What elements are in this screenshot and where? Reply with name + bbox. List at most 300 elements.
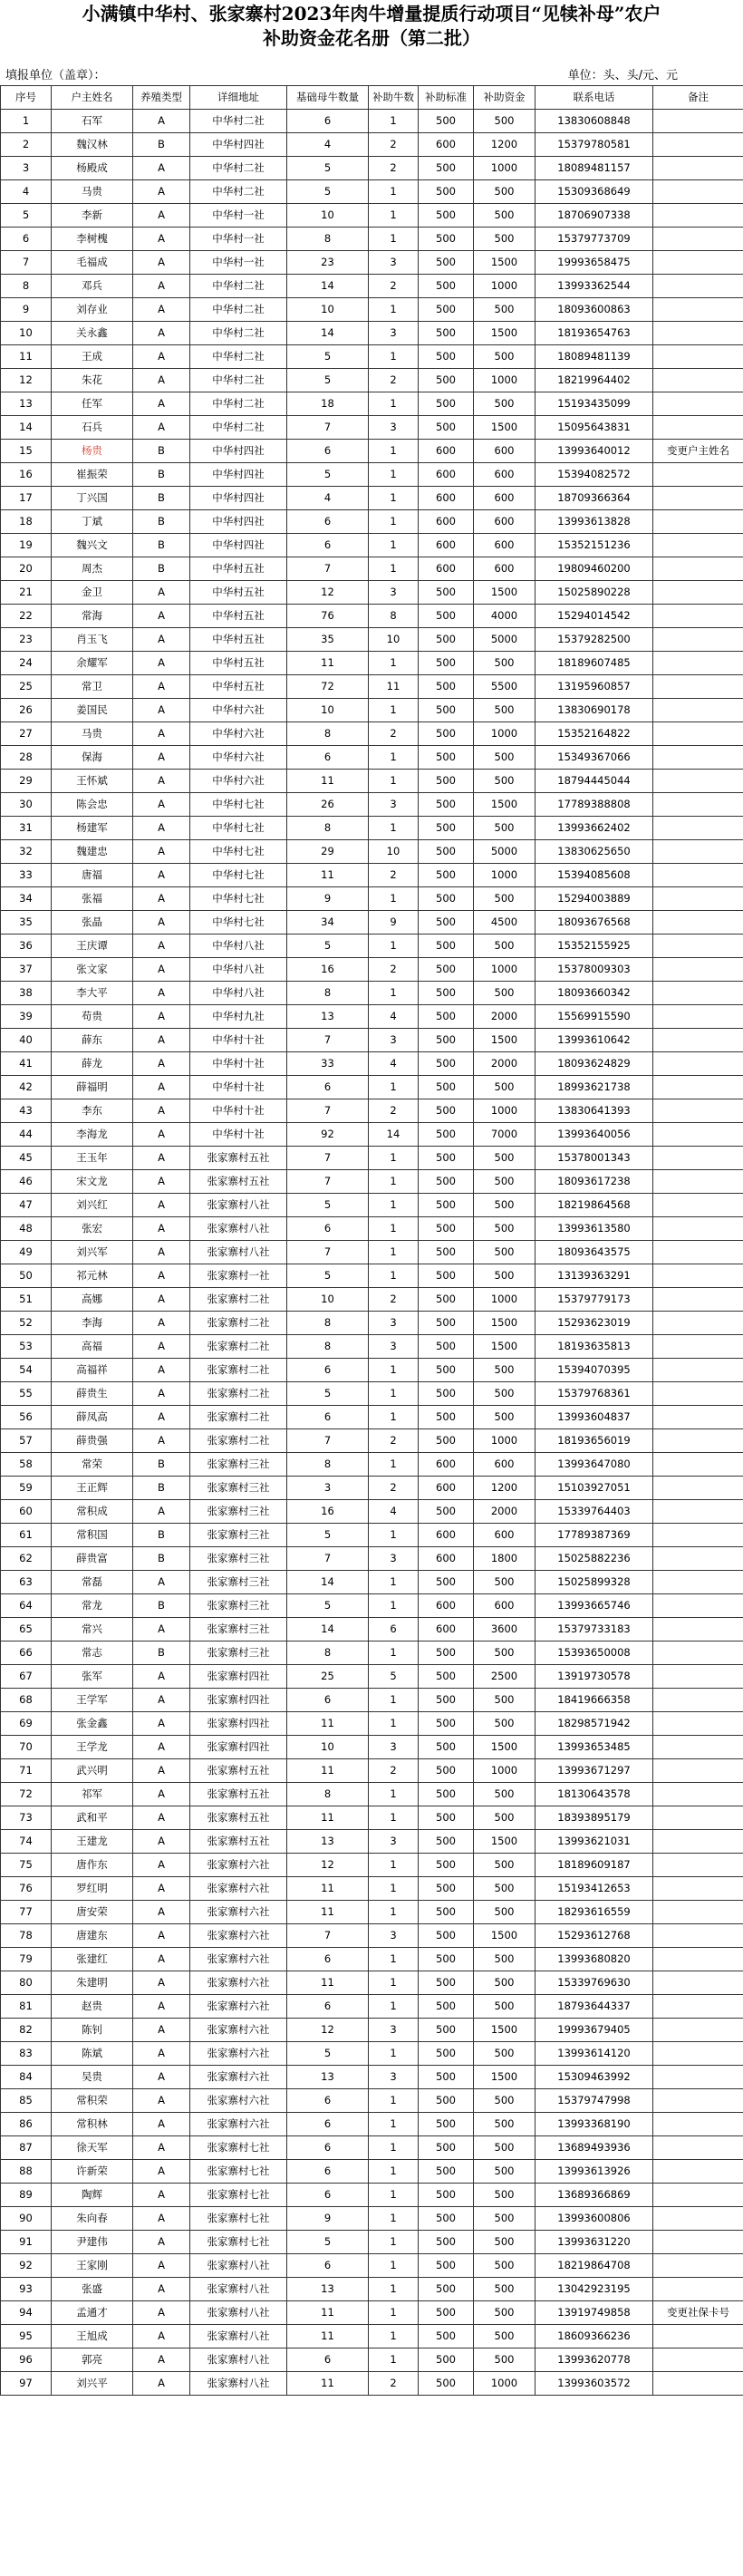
- cell-phone: 15378001343: [536, 1147, 653, 1170]
- cell-base-cows: 6: [287, 2136, 369, 2160]
- cell-subsidy-standard: 600: [419, 1477, 474, 1500]
- cell-subsidy-standard: 500: [419, 369, 474, 392]
- cell-base-cows: 23: [287, 251, 369, 275]
- cell-remarks: [653, 1264, 743, 1288]
- cell-subsidized-cattle: 3: [369, 1830, 419, 1854]
- cell-remarks: [653, 251, 743, 275]
- cell-base-cows: 6: [287, 534, 369, 557]
- cell-subsidy-amount: 500: [474, 2042, 536, 2066]
- filler-label: 填报单位（盖章）：: [5, 69, 106, 82]
- cell-breeding-type: A: [133, 911, 190, 935]
- cell-base-cows: 76: [287, 605, 369, 628]
- cell-phone: 18089481157: [536, 157, 653, 180]
- cell-index: 14: [1, 416, 52, 440]
- cell-index: 87: [1, 2136, 52, 2160]
- cell-subsidized-cattle: 2: [369, 133, 419, 157]
- cell-breeding-type: A: [133, 1335, 190, 1359]
- cell-breeding-type: A: [133, 840, 190, 864]
- cell-subsidy-amount: 2000: [474, 1052, 536, 1076]
- cell-address: 张家寨村五社: [190, 1830, 287, 1854]
- cell-subsidy-standard: 500: [419, 581, 474, 605]
- cell-subsidy-standard: 500: [419, 1806, 474, 1830]
- cell-householder: 王成: [52, 345, 133, 369]
- cell-base-cows: 10: [287, 204, 369, 228]
- cell-index: 26: [1, 699, 52, 722]
- cell-subsidized-cattle: 1: [369, 817, 419, 840]
- cell-remarks: [653, 1783, 743, 1806]
- cell-subsidy-standard: 500: [419, 180, 474, 204]
- cell-subsidy-amount: 500: [474, 180, 536, 204]
- cell-remarks: [653, 1429, 743, 1453]
- cell-breeding-type: A: [133, 1005, 190, 1029]
- cell-subsidized-cattle: 1: [369, 1359, 419, 1382]
- cell-householder: 马贵: [52, 180, 133, 204]
- cell-subsidized-cattle: 3: [369, 1924, 419, 1948]
- cell-address: 张家寨村八社: [190, 1194, 287, 1217]
- cell-remarks: [653, 2113, 743, 2136]
- cell-index: 23: [1, 628, 52, 652]
- cell-phone: 15025890228: [536, 581, 653, 605]
- cell-breeding-type: A: [133, 157, 190, 180]
- cell-subsidy-amount: 500: [474, 2207, 536, 2231]
- cell-base-cows: 11: [287, 1971, 369, 1995]
- unit-label: 单位：头、头/元、元: [567, 69, 678, 82]
- cell-subsidy-standard: 500: [419, 275, 474, 298]
- cell-remarks: 变更户主姓名: [653, 440, 743, 463]
- cell-base-cows: 11: [287, 770, 369, 793]
- table-row: [1, 1029, 743, 1052]
- cell-subsidy-standard: 500: [419, 1005, 474, 1029]
- cell-breeding-type: A: [133, 1359, 190, 1382]
- cell-subsidy-amount: 600: [474, 510, 536, 534]
- table-row: [1, 1076, 743, 1099]
- cell-remarks: [653, 2019, 743, 2042]
- cell-base-cows: 5: [287, 1194, 369, 1217]
- table-row: [1, 1759, 743, 1783]
- cell-remarks: [653, 699, 743, 722]
- header-base-cows: 基础母牛数量: [287, 86, 369, 110]
- cell-address: 中华村二社: [190, 298, 287, 322]
- cell-phone: 15352164822: [536, 722, 653, 746]
- cell-remarks: [653, 1948, 743, 1971]
- cell-remarks: [653, 1665, 743, 1689]
- cell-phone: 15379282500: [536, 628, 653, 652]
- cell-index: 34: [1, 887, 52, 911]
- cell-index: 71: [1, 1759, 52, 1783]
- table-row: [1, 2278, 743, 2301]
- cell-phone: 15193435099: [536, 392, 653, 416]
- cell-breeding-type: A: [133, 1759, 190, 1783]
- table-row: [1, 1689, 743, 1712]
- cell-remarks: [653, 1995, 743, 2019]
- cell-base-cows: 7: [287, 416, 369, 440]
- cell-phone: 15379779173: [536, 1288, 653, 1312]
- cell-address: 张家寨村七社: [190, 2136, 287, 2160]
- cell-base-cows: 8: [287, 1641, 369, 1665]
- cell-phone: 13993680820: [536, 1948, 653, 1971]
- cell-subsidy-amount: 1500: [474, 416, 536, 440]
- cell-remarks: [653, 1712, 743, 1736]
- cell-subsidized-cattle: 1: [369, 699, 419, 722]
- cell-subsidy-amount: 1000: [474, 1099, 536, 1123]
- cell-remarks: [653, 1736, 743, 1759]
- table-row: [1, 1547, 743, 1571]
- cell-subsidy-standard: 500: [419, 1264, 474, 1288]
- cell-subsidy-standard: 500: [419, 2207, 474, 2231]
- cell-base-cows: 5: [287, 345, 369, 369]
- cell-phone: 15309463992: [536, 2066, 653, 2089]
- cell-remarks: [653, 1854, 743, 1877]
- cell-breeding-type: A: [133, 2207, 190, 2231]
- cell-phone: 15339764403: [536, 1500, 653, 1524]
- cell-phone: 13993620778: [536, 2348, 653, 2372]
- cell-subsidy-standard: 600: [419, 487, 474, 510]
- cell-phone: 18706907338: [536, 204, 653, 228]
- table-row: [1, 1147, 743, 1170]
- table-row: [1, 534, 743, 557]
- cell-base-cows: 11: [287, 1806, 369, 1830]
- cell-index: 67: [1, 1665, 52, 1689]
- cell-base-cows: 6: [287, 1689, 369, 1712]
- cell-index: 83: [1, 2042, 52, 2066]
- cell-base-cows: 5: [287, 2231, 369, 2254]
- cell-address: 张家寨村四社: [190, 1665, 287, 1689]
- cell-breeding-type: A: [133, 1076, 190, 1099]
- cell-remarks: [653, 1382, 743, 1406]
- cell-base-cows: 11: [287, 1712, 369, 1736]
- header-subsidy-amount: 补助资金: [474, 86, 536, 110]
- cell-index: 45: [1, 1147, 52, 1170]
- table-row: [1, 1948, 743, 1971]
- cell-address: 张家寨村三社: [190, 1500, 287, 1524]
- cell-breeding-type: A: [133, 699, 190, 722]
- cell-remarks: [653, 911, 743, 935]
- cell-householder: 朱建明: [52, 1971, 133, 1995]
- cell-breeding-type: A: [133, 228, 190, 251]
- cell-breeding-type: A: [133, 2372, 190, 2396]
- table-row: [1, 2301, 743, 2325]
- cell-subsidy-standard: 500: [419, 982, 474, 1005]
- cell-phone: 18093676568: [536, 911, 653, 935]
- cell-householder: 唐作东: [52, 1854, 133, 1877]
- cell-phone: 19993679405: [536, 2019, 653, 2042]
- table-row: [1, 416, 743, 440]
- cell-remarks: [653, 1477, 743, 1500]
- cell-phone: 15293623019: [536, 1312, 653, 1335]
- table-row: [1, 2042, 743, 2066]
- cell-address: 张家寨村三社: [190, 1641, 287, 1665]
- cell-base-cows: 6: [287, 2184, 369, 2207]
- cell-phone: 15025899328: [536, 1571, 653, 1594]
- cell-base-cows: 33: [287, 1052, 369, 1076]
- cell-subsidy-standard: 500: [419, 2019, 474, 2042]
- cell-phone: 19993658475: [536, 251, 653, 275]
- cell-householder: 王旭成: [52, 2325, 133, 2348]
- cell-breeding-type: A: [133, 675, 190, 699]
- cell-subsidized-cattle: 1: [369, 1217, 419, 1241]
- cell-address: 张家寨村六社: [190, 1924, 287, 1948]
- cell-remarks: [653, 510, 743, 534]
- cell-remarks: [653, 133, 743, 157]
- cell-phone: 18193654763: [536, 322, 653, 345]
- cell-subsidy-amount: 1500: [474, 322, 536, 345]
- cell-base-cows: 6: [287, 1359, 369, 1382]
- cell-remarks: [653, 1524, 743, 1547]
- cell-subsidized-cattle: 4: [369, 1005, 419, 1029]
- cell-breeding-type: A: [133, 1901, 190, 1924]
- cell-breeding-type: A: [133, 1123, 190, 1147]
- cell-householder: 王学龙: [52, 1736, 133, 1759]
- cell-subsidized-cattle: 1: [369, 2278, 419, 2301]
- cell-remarks: [653, 840, 743, 864]
- cell-index: 32: [1, 840, 52, 864]
- cell-address: 中华村七社: [190, 840, 287, 864]
- cell-householder: 薛贵强: [52, 1429, 133, 1453]
- cell-base-cows: 11: [287, 1759, 369, 1783]
- cell-householder: 张宏: [52, 1217, 133, 1241]
- cell-householder: 徐天军: [52, 2136, 133, 2160]
- cell-remarks: [653, 935, 743, 958]
- cell-index: 53: [1, 1335, 52, 1359]
- cell-subsidy-amount: 1500: [474, 251, 536, 275]
- cell-phone: 15394070395: [536, 1359, 653, 1382]
- cell-remarks: [653, 180, 743, 204]
- cell-remarks: [653, 887, 743, 911]
- cell-base-cows: 6: [287, 1217, 369, 1241]
- cell-breeding-type: A: [133, 935, 190, 958]
- cell-subsidized-cattle: 1: [369, 652, 419, 675]
- cell-phone: 13195960857: [536, 675, 653, 699]
- table-row: [1, 1406, 743, 1429]
- table-row: [1, 2066, 743, 2089]
- cell-subsidized-cattle: 1: [369, 1689, 419, 1712]
- table-row: [1, 133, 743, 157]
- cell-subsidy-standard: 500: [419, 2301, 474, 2325]
- table-row: [1, 1924, 743, 1948]
- cell-subsidized-cattle: 6: [369, 1618, 419, 1641]
- cell-index: 56: [1, 1406, 52, 1429]
- cell-householder: 尹建伟: [52, 2231, 133, 2254]
- cell-index: 49: [1, 1241, 52, 1264]
- cell-remarks: [653, 652, 743, 675]
- cell-phone: 13042923195: [536, 2278, 653, 2301]
- cell-base-cows: 8: [287, 1453, 369, 1477]
- cell-householder: 王家刚: [52, 2254, 133, 2278]
- cell-address: 张家寨村八社: [190, 1217, 287, 1241]
- cell-phone: 13993613926: [536, 2160, 653, 2184]
- header-breeding-type: 养殖类型: [133, 86, 190, 110]
- cell-subsidy-amount: 1000: [474, 722, 536, 746]
- cell-subsidized-cattle: 1: [369, 1712, 419, 1736]
- cell-address: 中华村十社: [190, 1052, 287, 1076]
- cell-subsidized-cattle: 3: [369, 251, 419, 275]
- cell-breeding-type: A: [133, 2019, 190, 2042]
- table-row: [1, 1288, 743, 1312]
- cell-phone: 15294003889: [536, 887, 653, 911]
- cell-householder: 张晶: [52, 911, 133, 935]
- cell-index: 92: [1, 2254, 52, 2278]
- cell-subsidy-amount: 500: [474, 1995, 536, 2019]
- cell-address: 中华村五社: [190, 605, 287, 628]
- cell-breeding-type: A: [133, 1052, 190, 1076]
- cell-address: 中华村四社: [190, 534, 287, 557]
- cell-breeding-type: A: [133, 2136, 190, 2160]
- table-row: [1, 2160, 743, 2184]
- cell-breeding-type: A: [133, 298, 190, 322]
- cell-index: 35: [1, 911, 52, 935]
- cell-phone: 15393650008: [536, 1641, 653, 1665]
- cell-address: 张家寨村八社: [190, 1241, 287, 1264]
- table-row: [1, 1382, 743, 1406]
- cell-subsidy-amount: 500: [474, 1170, 536, 1194]
- header-address: 详细地址: [190, 86, 287, 110]
- cell-householder: 杨殿成: [52, 157, 133, 180]
- cell-householder: 常卫: [52, 675, 133, 699]
- cell-subsidy-standard: 500: [419, 251, 474, 275]
- cell-index: 48: [1, 1217, 52, 1241]
- cell-remarks: [653, 1005, 743, 1029]
- table-row: [1, 2113, 743, 2136]
- cell-subsidy-standard: 500: [419, 345, 474, 369]
- table-row: [1, 2089, 743, 2113]
- cell-phone: 13993640012: [536, 440, 653, 463]
- cell-subsidy-standard: 500: [419, 2325, 474, 2348]
- cell-breeding-type: B: [133, 1524, 190, 1547]
- cell-remarks: [653, 1123, 743, 1147]
- cell-index: 95: [1, 2325, 52, 2348]
- cell-index: 21: [1, 581, 52, 605]
- cell-remarks: [653, 2325, 743, 2348]
- cell-base-cows: 11: [287, 864, 369, 887]
- cell-base-cows: 8: [287, 1783, 369, 1806]
- table-row: [1, 1500, 743, 1524]
- cell-index: 69: [1, 1712, 52, 1736]
- cell-subsidy-standard: 500: [419, 1429, 474, 1453]
- cell-breeding-type: A: [133, 1429, 190, 1453]
- cell-subsidy-standard: 500: [419, 746, 474, 770]
- cell-breeding-type: A: [133, 180, 190, 204]
- cell-subsidy-amount: 1000: [474, 2372, 536, 2396]
- cell-remarks: [653, 2160, 743, 2184]
- cell-breeding-type: A: [133, 1689, 190, 1712]
- cell-index: 74: [1, 1830, 52, 1854]
- cell-index: 30: [1, 793, 52, 817]
- cell-subsidized-cattle: 1: [369, 228, 419, 251]
- cell-address: 中华村一社: [190, 228, 287, 251]
- cell-subsidized-cattle: 1: [369, 770, 419, 793]
- table-row: [1, 1641, 743, 1665]
- cell-remarks: [653, 110, 743, 133]
- cell-index: 75: [1, 1854, 52, 1877]
- cell-subsidy-standard: 600: [419, 1547, 474, 1571]
- cell-remarks: [653, 958, 743, 982]
- cell-phone: 13993613580: [536, 1217, 653, 1241]
- cell-phone: 18709366364: [536, 487, 653, 510]
- cell-subsidy-standard: 500: [419, 1971, 474, 1995]
- cell-subsidized-cattle: 3: [369, 2066, 419, 2089]
- cell-address: 张家寨村八社: [190, 2278, 287, 2301]
- cell-base-cows: 35: [287, 628, 369, 652]
- cell-subsidized-cattle: 1: [369, 1241, 419, 1264]
- cell-base-cows: 7: [287, 1924, 369, 1948]
- cell-index: 39: [1, 1005, 52, 1029]
- cell-householder: 王玉年: [52, 1147, 133, 1170]
- cell-remarks: [653, 2066, 743, 2089]
- cell-breeding-type: A: [133, 1217, 190, 1241]
- cell-subsidized-cattle: 1: [369, 345, 419, 369]
- cell-remarks: [653, 1689, 743, 1712]
- cell-breeding-type: A: [133, 1264, 190, 1288]
- cell-subsidy-standard: 600: [419, 440, 474, 463]
- cell-base-cows: 11: [287, 652, 369, 675]
- table-row: [1, 510, 743, 534]
- cell-remarks: [653, 982, 743, 1005]
- cell-subsidy-standard: 500: [419, 1901, 474, 1924]
- table-row: [1, 1453, 743, 1477]
- cell-address: 张家寨村六社: [190, 2113, 287, 2136]
- cell-breeding-type: B: [133, 557, 190, 581]
- cell-subsidy-standard: 500: [419, 652, 474, 675]
- cell-base-cows: 6: [287, 1948, 369, 1971]
- cell-index: 44: [1, 1123, 52, 1147]
- cell-remarks: [653, 2136, 743, 2160]
- table-row: [1, 1312, 743, 1335]
- table-row: [1, 1854, 743, 1877]
- cell-base-cows: 5: [287, 2042, 369, 2066]
- header-subsidized-cattle: 补助牛数: [369, 86, 419, 110]
- cell-subsidized-cattle: 1: [369, 2136, 419, 2160]
- cell-subsidy-amount: 500: [474, 1382, 536, 1406]
- cell-phone: 13993653485: [536, 1736, 653, 1759]
- cell-remarks: [653, 1759, 743, 1783]
- cell-phone: 18093643575: [536, 1241, 653, 1264]
- cell-base-cows: 18: [287, 392, 369, 416]
- cell-remarks: [653, 1453, 743, 1477]
- cell-subsidy-standard: 500: [419, 675, 474, 699]
- cell-phone: 13993647080: [536, 1453, 653, 1477]
- cell-subsidy-standard: 500: [419, 864, 474, 887]
- cell-subsidized-cattle: 1: [369, 1076, 419, 1099]
- cell-subsidy-standard: 500: [419, 416, 474, 440]
- cell-subsidy-amount: 500: [474, 1971, 536, 1995]
- table-row: [1, 817, 743, 840]
- cell-subsidized-cattle: 1: [369, 2325, 419, 2348]
- cell-subsidy-standard: 500: [419, 2136, 474, 2160]
- cell-subsidy-standard: 500: [419, 1194, 474, 1217]
- cell-index: 2: [1, 133, 52, 157]
- cell-remarks: [653, 1641, 743, 1665]
- cell-remarks: [653, 557, 743, 581]
- cell-address: 中华村二社: [190, 157, 287, 180]
- cell-base-cows: 9: [287, 2207, 369, 2231]
- cell-base-cows: 7: [287, 557, 369, 581]
- cell-base-cows: 5: [287, 935, 369, 958]
- cell-householder: 常磊: [52, 1571, 133, 1594]
- cell-breeding-type: B: [133, 510, 190, 534]
- cell-subsidy-amount: 600: [474, 1453, 536, 1477]
- cell-householder: 薛龙: [52, 1052, 133, 1076]
- cell-index: 12: [1, 369, 52, 392]
- cell-householder: 陶辉: [52, 2184, 133, 2207]
- cell-breeding-type: A: [133, 1194, 190, 1217]
- cell-remarks: [653, 817, 743, 840]
- cell-address: 中华村二社: [190, 275, 287, 298]
- cell-remarks: [653, 1594, 743, 1618]
- cell-subsidized-cattle: 3: [369, 1312, 419, 1335]
- cell-subsidy-standard: 500: [419, 887, 474, 911]
- cell-address: 中华村八社: [190, 935, 287, 958]
- cell-index: 78: [1, 1924, 52, 1948]
